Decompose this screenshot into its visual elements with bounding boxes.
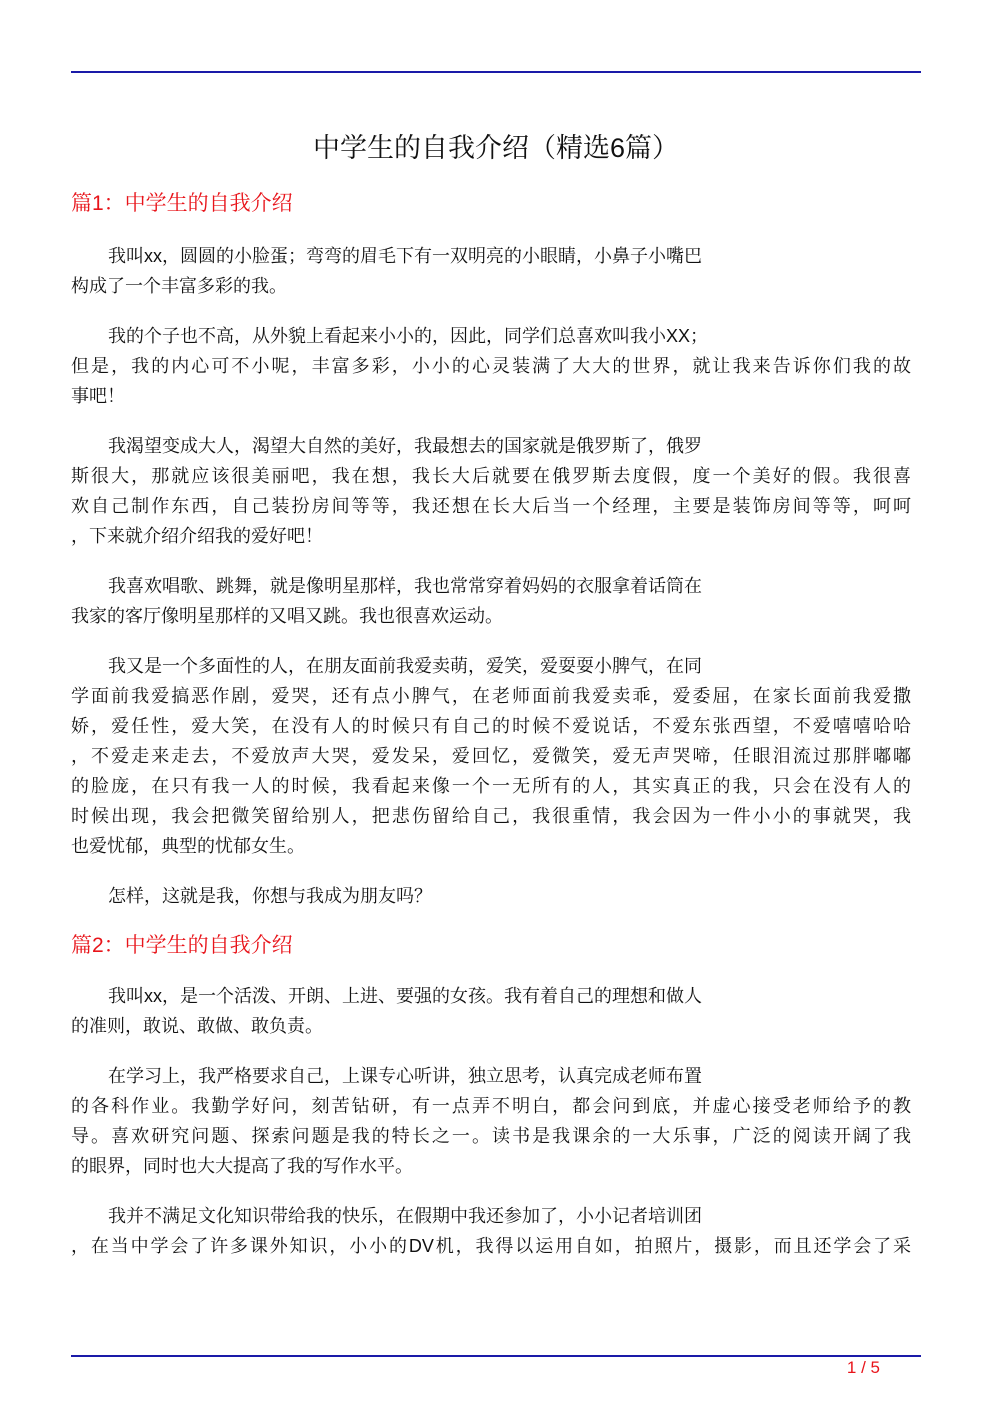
footer-rule xyxy=(71,1355,921,1357)
text-line: 娇，爱任性，爱大笑，在没有人的时候只有自己的时候不爱说话，不爱东张西望，不爱嘻嘻哈哈 xyxy=(71,716,911,736)
text-line: 欢自己制作东西，自己装扮房间等等，我还想在长大后当一个经理，主要是装饰房间等等，呵呵 xyxy=(71,496,911,516)
text-line: 的准则，敢说、敢做、敢负责。 xyxy=(71,1016,323,1036)
text-line: 学面前我爱搞恶作剧，爱哭，还有点小脾气，在老师面前我爱卖乖，爱委屈，在家长面前我爱撒 xyxy=(71,686,911,706)
paragraph xyxy=(71,571,911,631)
section-heading-2: 篇2：中学生的自我介绍 xyxy=(71,934,293,957)
page-number: 1 / 5 xyxy=(846,1358,880,1377)
paragraph xyxy=(71,651,911,861)
paragraph xyxy=(71,431,911,551)
header-rule xyxy=(71,71,921,73)
text-line: 的各科作业。我勤学好问，刻苦钻研，有一点弄不明白，都会问到底，并虚心接受老师给予的教 xyxy=(71,1096,911,1116)
text-line: 构成了一个丰富多彩的我。 xyxy=(71,276,287,296)
text-line: 的眼界，同时也大大提高了我的写作水平。 xyxy=(71,1156,413,1176)
paragraph xyxy=(71,881,911,911)
text-line: 斯很大，那就应该很美丽吧，我在想，我长大后就要在俄罗斯去度假，度一个美好的假。我很喜 xyxy=(71,466,911,486)
text-line: 怎样，这就是我，你想与我成为朋友吗？ xyxy=(108,886,432,906)
paragraph xyxy=(71,241,911,301)
paragraph xyxy=(71,1061,911,1181)
text-line: 也爱忧郁，典型的忧郁女生。 xyxy=(71,836,305,856)
text-line: 我家的客厅像明星那样的又唱又跳。我也很喜欢运动。 xyxy=(71,606,503,626)
text-line: 我渴望变成大人，渴望大自然的美好，我最想去的国家就是俄罗斯了，俄罗 xyxy=(108,436,702,456)
text-line: 我又是一个多面性的人，在朋友面前我爱卖萌，爱笑，爱耍耍小脾气，在同 xyxy=(108,656,702,676)
document-title: 中学生的自我介绍（精选6篇） xyxy=(312,133,679,163)
text-line: 的脸庞，在只有我一人的时候，我看起来像一个一无所有的人，其实真正的我，只会在没有人的 xyxy=(71,776,911,796)
text-line: 我并不满足文化知识带给我的快乐，在假期中我还参加了，小小记者培训团 xyxy=(108,1206,702,1226)
text-line: 我喜欢唱歌、跳舞，就是像明星那样，我也常常穿着妈妈的衣服拿着话筒在 xyxy=(108,576,702,596)
section-heading-1: 篇1：中学生的自我介绍 xyxy=(71,192,293,215)
text-line: ，下来就介绍介绍我的爱好吧！ xyxy=(71,526,323,546)
text-line: 时候出现，我会把微笑留给别人，把悲伤留给自己，我很重情，我会因为一件小小的事就哭，我 xyxy=(71,806,911,826)
text-line: 我叫xx，是一个活泼、开朗、上进、要强的女孩。我有着自己的理想和做人 xyxy=(108,986,702,1006)
document-body xyxy=(71,241,911,1261)
paragraph xyxy=(71,981,911,1041)
text-line: 事吧！ xyxy=(71,386,125,406)
text-line: 在学习上，我严格要求自己，上课专心听讲，独立思考，认真完成老师布置 xyxy=(108,1066,702,1086)
text-line: ，不爱走来走去，不爱放声大哭，爱发呆，爱回忆，爱微笑，爱无声哭啼，任眼泪流过那胖嘟嘟 xyxy=(71,746,911,766)
paragraph xyxy=(71,321,911,411)
text-line: ，在当中学会了许多课外知识，小小的DV机，我得以运用自如，拍照片，摄影，而且还学会了采 xyxy=(71,1236,911,1256)
text-line: 导。喜欢研究问题、探索问题是我的特长之一。读书是我课余的一大乐事，广泛的阅读开阔了我 xyxy=(71,1126,911,1146)
text-line: 但是，我的内心可不小呢，丰富多彩，小小的心灵装满了大大的世界，就让我来告诉你们我的故 xyxy=(71,356,911,376)
text-line: 我叫xx，圆圆的小脸蛋；弯弯的眉毛下有一双明亮的小眼睛，小鼻子小嘴巴 xyxy=(108,246,702,266)
text-line: 我的个子也不高，从外貌上看起来小小的，因此，同学们总喜欢叫我小XX； xyxy=(108,326,709,346)
paragraph xyxy=(71,1201,911,1261)
